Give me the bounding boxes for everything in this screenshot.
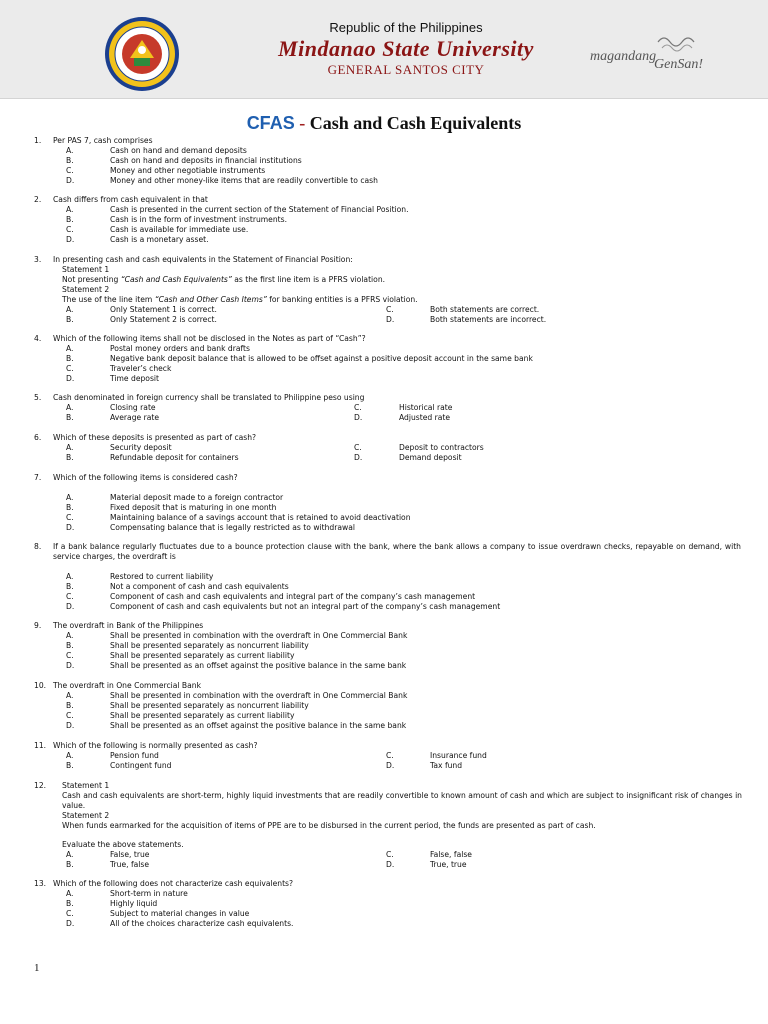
question-number: 4. [34, 334, 42, 343]
option-text: All of the choices characterize cash equivalents. [110, 919, 294, 928]
option-letter: D. [66, 523, 75, 532]
option-letter: A. [66, 493, 74, 502]
statement-1-label: Statement 1 [62, 781, 110, 790]
option-text: Cash is available for immediate use. [110, 225, 249, 234]
option-text: Insurance fund [430, 751, 487, 760]
option-text: Shall be presented separately as current liability [110, 651, 295, 660]
question-number: 5. [34, 393, 42, 402]
option-text: Tax fund [430, 761, 463, 770]
statement-2-label: Statement 2 [62, 285, 110, 294]
option-letter: A. [66, 305, 74, 314]
option-text: Negative bank deposit balance that is allowed to be offset against a positive deposit account in the same bank [110, 354, 533, 363]
question-number: 11. [34, 741, 47, 750]
option-text: Cash is a monetary asset. [110, 235, 209, 244]
question-text: In presenting cash and cash equivalents in the Statement of Financial Position: [53, 255, 353, 264]
option-letter: D. [66, 176, 75, 185]
option-letter: A. [66, 205, 74, 214]
option-letter: B. [66, 582, 74, 591]
option-text: Money and other negotiable instruments [110, 166, 266, 175]
option-text: Both statements are incorrect. [430, 315, 547, 324]
option-text: Closing rate [110, 403, 156, 412]
option-letter: B. [66, 453, 74, 462]
page-number: 1 [34, 962, 40, 974]
question-text: Which of the following items is considered cash? [53, 473, 238, 482]
option-text: Cash is presented in the current section of the Statement of Financial Position. [110, 205, 409, 214]
option-text: Only Statement 1 is correct. [110, 305, 217, 314]
option-letter: C. [66, 909, 74, 918]
city-name: GENERAL SANTOS CITY [327, 62, 485, 77]
option-text: Demand deposit [399, 453, 462, 462]
option-letter: C. [66, 711, 74, 720]
question-text: Which of the following is normally presented as cash? [53, 741, 258, 750]
option-text: Shall be presented separately as noncurrent liability [110, 641, 309, 650]
option-text: True, true [430, 860, 467, 869]
option-letter: D. [386, 315, 395, 324]
option-letter: C. [354, 443, 362, 452]
option-letter: D. [66, 374, 75, 383]
option-letter: C. [66, 364, 74, 373]
option-text: Cash on hand and deposits in financial institutions [110, 156, 302, 165]
option-text: Both statements are correct. [430, 305, 540, 314]
statement-1-text: Not presenting “Cash and Cash Equivalents” as the first line item is a PFRS violation. [62, 275, 386, 284]
option-letter: C. [66, 651, 74, 660]
option-text: Deposit to contractors [399, 443, 484, 452]
option-text: Fixed deposit that is maturing in one month [110, 503, 277, 512]
option-text: Shall be presented in combination with the overdraft in One Commercial Bank [110, 631, 408, 640]
option-letter: B. [66, 503, 74, 512]
option-letter: C. [386, 850, 394, 859]
option-text: Cash is in the form of investment instruments. [110, 215, 287, 224]
option-letter: B. [66, 761, 74, 770]
republic-line: Republic of the Philippines [329, 20, 483, 35]
option-text: Shall be presented as an offset against the positive balance in the same bank [110, 721, 407, 730]
title-subject: Cash and Cash Equivalents [309, 113, 522, 133]
option-text: Component of cash and cash equivalents but not an integral part of the company’s cash management [110, 602, 501, 611]
option-letter: C. [386, 751, 394, 760]
option-letter: C. [66, 592, 74, 601]
option-text: True, false [110, 860, 150, 869]
option-letter: C. [386, 305, 394, 314]
question-text: Cash differs from cash equivalent in that [53, 195, 208, 204]
question-text: Which of the following items shall not be disclosed in the Notes as part of “Cash”? [53, 334, 366, 343]
question-text: The overdraft in Bank of the Philippines [53, 621, 204, 630]
option-letter: B. [66, 899, 74, 908]
title-cfas: CFAS [246, 113, 295, 133]
option-letter: A. [66, 146, 74, 155]
option-letter: D. [354, 453, 363, 462]
option-letter: D. [386, 860, 395, 869]
option-letter: D. [354, 413, 363, 422]
option-letter: A. [66, 344, 74, 353]
option-letter: A. [66, 889, 74, 898]
option-letter: A. [66, 850, 74, 859]
option-text: Material deposit made to a foreign contractor [110, 493, 284, 502]
option-letter: D. [66, 661, 75, 670]
option-letter: B. [66, 413, 74, 422]
option-text: False, false [430, 850, 472, 859]
evaluate-instruction: Evaluate the above statements. [62, 840, 184, 849]
question-number: 13. [34, 879, 47, 888]
option-letter: C. [66, 166, 74, 175]
university-name: Mindanao State University [278, 36, 534, 61]
option-text: Shall be presented separately as current liability [110, 711, 295, 720]
svg-text:GenSan!: GenSan! [654, 57, 703, 72]
option-letter: A. [66, 443, 74, 452]
question-text: Per PAS 7, cash comprises [53, 136, 153, 145]
option-text: Refundable deposit for containers [110, 453, 239, 462]
title-dash: - [294, 113, 310, 133]
option-letter: D. [66, 721, 75, 730]
option-text: Pension fund [110, 751, 159, 760]
question-number: 12. [34, 781, 47, 790]
option-text: Money and other money-like items that are readily convertible to cash [110, 176, 378, 185]
option-text: Maintaining balance of a savings account that is retained to avoid deactivation [110, 513, 411, 522]
question-text: Cash denominated in foreign currency shall be translated to Philippine peso using [53, 393, 365, 402]
question-number: 9. [34, 621, 42, 630]
statement-2-text: When funds earmarked for the acquisition of items of PPE are to be disbursed in the current period, the funds are presented as part of cash. [62, 821, 596, 830]
option-text: Compensating balance that is legally restricted as to withdrawal [110, 523, 355, 532]
option-letter: D. [386, 761, 395, 770]
question-text: Which of the following does not characterize cash equivalents? [53, 879, 294, 888]
question-text: Which of these deposits is presented as part of cash? [53, 433, 257, 442]
option-text: Shall be presented as an offset against the positive balance in the same bank [110, 661, 407, 670]
option-letter: B. [66, 701, 74, 710]
option-text: Average rate [110, 413, 160, 422]
option-letter: B. [66, 315, 74, 324]
option-letter: B. [66, 354, 74, 363]
question-number: 3. [34, 255, 42, 264]
question-number: 1. [34, 136, 42, 145]
question-number: 7. [34, 473, 42, 482]
option-text: Only Statement 2 is correct. [110, 315, 217, 324]
option-text: Highly liquid [110, 899, 158, 908]
statement-2-label: Statement 2 [62, 811, 110, 820]
option-text: Cash on hand and demand deposits [110, 146, 247, 155]
option-text: Time deposit [110, 374, 159, 383]
statement-1-label: Statement 1 [62, 265, 110, 274]
option-text: Shall be presented separately as noncurrent liability [110, 701, 309, 710]
option-text: Shall be presented in combination with the overdraft in One Commercial Bank [110, 691, 408, 700]
option-text: Not a component of cash and cash equivalents [110, 582, 289, 591]
option-letter: A. [66, 631, 74, 640]
option-letter: B. [66, 860, 74, 869]
question-number: 6. [34, 433, 42, 442]
option-letter: A. [66, 691, 74, 700]
option-letter: C. [354, 403, 362, 412]
option-text: Traveler’s check [110, 364, 172, 373]
option-letter: B. [66, 215, 74, 224]
option-letter: B. [66, 156, 74, 165]
option-letter: A. [66, 572, 74, 581]
option-text: Security deposit [110, 443, 172, 452]
option-text: Component of cash and cash equivalents and integral part of the company’s cash management [110, 592, 476, 601]
question-text: If a bank balance regularly fluctuates due to a bounce protection clause with the bank, where the bank allows a company to issue overdrawn checks, repayable on demand, with service charges, the overdraft is [53, 542, 741, 561]
option-text: Historical rate [399, 403, 453, 412]
option-letter: D. [66, 919, 75, 928]
question-number: 2. [34, 195, 42, 204]
option-letter: D. [66, 235, 75, 244]
question-number: 10. [34, 681, 47, 690]
option-letter: A. [66, 751, 74, 760]
svg-text:magandang: magandang [590, 49, 657, 64]
option-text: Subject to material changes in value [110, 909, 250, 918]
option-text: False, true [110, 850, 150, 859]
statement-2-text: The use of the line item “Cash and Other Cash Items” for banking entities is a PFRS violation. [62, 295, 418, 304]
question-number: 8. [34, 542, 42, 551]
option-letter: D. [66, 602, 75, 611]
option-letter: B. [66, 641, 74, 650]
option-text: Short-term in nature [110, 889, 188, 898]
option-letter: A. [66, 403, 74, 412]
statement-1-text: Cash and cash equivalents are short-term, highly liquid investments that are readily convertible to known amount of cash and which are subject to insignificant risk of changes in value. [62, 791, 742, 810]
option-letter: C. [66, 513, 74, 522]
question-text: The overdraft in One Commercial Bank [53, 681, 201, 690]
option-text: Contingent fund [110, 761, 172, 770]
option-letter: C. [66, 225, 74, 234]
option-text: Restored to current liability [110, 572, 214, 581]
option-text: Postal money orders and bank drafts [110, 344, 250, 353]
option-text: Adjusted rate [399, 413, 451, 422]
